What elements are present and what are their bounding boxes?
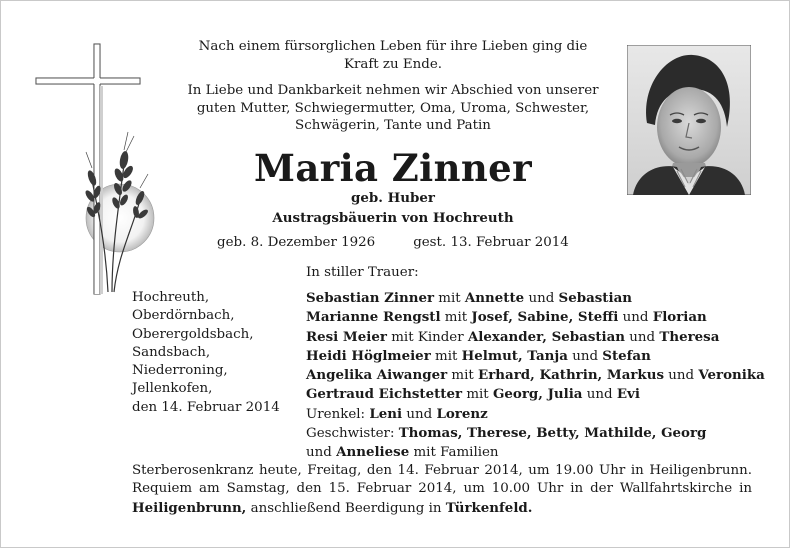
mourning-heading: In stiller Trauer: [306,265,419,280]
mourner-name: Veronika [698,367,765,384]
mourner-text: mit Familien [409,445,499,461]
intro-line-4: guten Mutter, Schwiegermutter, Oma, Uroma, Schwester, [196,100,590,116]
mourner-name: Lorenz [436,405,488,422]
mourner-name: Evi [616,386,640,403]
mourner-name: Leni [369,405,403,422]
requiem-notice: Requiem am Samstag, den 15. Februar 2014, um 10.00 Uhr in der Wallfahrtskirche in [132,481,752,497]
maiden-name: geb. Huber [351,190,435,206]
mourner-name: Georg, Julia [492,386,583,403]
mourner-text: mit Kinder [386,329,468,345]
mourner-text: und [664,368,699,384]
mourner-text: und [625,329,660,345]
mourner-name: Sebastian Zinner [306,290,435,306]
mourner-name: Florian [652,309,707,326]
mourner-text: mit [430,348,462,364]
mourner-line [306,347,776,366]
rosary-notice: Sterberosenkranz heute, Freitag, den 14. Februar 2014, um 19.00 Uhr in Heiligenbrunn. [132,463,752,478]
place-item: Niederroning, [132,363,228,379]
mourner-text: mit [434,291,465,306]
cross-with-wheat-icon [0,0,170,300]
mourner-name: Thomas, Therese, Betty, Mathilde, Georg [398,425,707,442]
mourner-line [306,289,776,308]
mourner-name: Anneliese [336,444,410,461]
mourners-list [306,289,776,463]
mourner-text: und [618,310,653,326]
death-date: gest. 13. Februar 2014 [413,235,569,250]
place-item: Hochreuth, [132,290,210,305]
deceased-name: Maria Zinner [253,146,533,190]
places-list [132,289,280,417]
place-item: Sandsbach, [132,344,211,360]
mourner-text: mit [447,368,479,384]
place-item: den 14. Februar 2014 [132,399,280,415]
mourner-name: Angelika Aiwanger [306,367,448,384]
place-item: Oberergoldsbach, [132,326,254,342]
intro-line-2: Kraft zu Ende. [343,56,443,72]
mourner-name: Stefan [602,347,651,364]
mourner-text: mit [462,387,493,403]
life-dates [217,235,617,250]
mourner-line [306,366,776,385]
mourner-line [306,385,776,404]
mourner-name: Helmut, Tanja [461,347,568,364]
burial-text: anschließend Beerdigung in [246,500,446,516]
mourner-name: Annette [464,290,525,306]
mourner-name: Resi Meier [306,328,387,345]
birth-date: geb. 8. Dezember 1926 [217,235,376,250]
mourner-line [306,308,776,327]
mourner-name: Sebastian [558,290,632,306]
mourner-text: und [582,387,617,403]
mourner-line [306,424,776,443]
mourner-line [306,328,776,347]
mourner-name: Erhard, Kathrin, Markus [478,367,664,384]
place-item: Jellenkofen, [132,381,213,397]
funeral-details [132,462,752,518]
intro-text [150,38,636,135]
mourner-text: Urenkel: [306,406,370,422]
intro-line-3: In Liebe und Dankbarkeit nehmen wir Abschied von unserer [187,83,599,98]
mourner-text: mit [440,310,472,326]
intro-line-5: Schwägerin, Tante und Patin [295,118,491,133]
mourner-text: und [524,291,559,306]
place-item: Oberdörnbach, [132,308,235,324]
burial-location: Türkenfeld. [445,499,533,516]
mourner-name: Alexander, Sebastian [467,328,626,345]
mourner-line [306,405,776,424]
mourner-name: Gertraud Eichstetter [306,386,463,403]
mourner-text: und [567,348,603,364]
mourner-name: Marianne Rengstl [306,309,441,326]
mourner-line [306,443,776,462]
mourner-name: Josef, Sabine, Steffi [471,309,619,326]
intro-line-1: Nach einem fürsorglichen Leben für ihre Lieben ging die [198,39,588,54]
church-location: Heiligenbrunn, [132,499,247,516]
mourner-text: und [306,445,337,461]
mourner-name: Theresa [659,328,720,345]
mourner-text: Geschwister: [306,426,399,442]
mourner-text: und [402,406,437,422]
portrait-photo [627,45,751,195]
mourner-name: Heidi Höglmeier [306,347,431,364]
occupation: Austragsbäuerin von Hochreuth [272,210,514,226]
